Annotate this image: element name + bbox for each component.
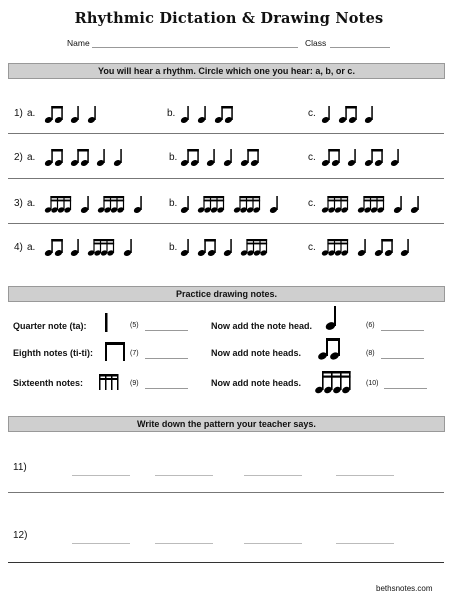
eighth-notes-label: Eighth notes (ti-ti):	[13, 348, 93, 358]
question-number: 1)	[14, 108, 23, 119]
blank-number: (7)	[130, 350, 139, 357]
option-letter[interactable]: a.	[27, 198, 36, 209]
option-letter[interactable]: b.	[167, 108, 176, 119]
sixteenth-note-group-icon	[314, 371, 351, 394]
option-letter[interactable]: b.	[169, 152, 178, 163]
item-number-11: 11)	[13, 462, 27, 473]
class-label: Class	[305, 38, 327, 48]
sixteenth-notes-label: Sixteenth notes:	[13, 378, 84, 388]
divider	[8, 492, 444, 493]
eighth-note-pair-icon	[317, 338, 340, 361]
sixteenth-stems-icon	[99, 374, 119, 390]
name-label: Name	[67, 38, 90, 48]
answer-blank[interactable]	[244, 543, 302, 544]
answer-blank[interactable]	[155, 543, 213, 544]
quarter-note-label: Quarter note (ta):	[13, 321, 87, 331]
quarter-note-icon	[324, 306, 336, 331]
section1-header: You will hear a rhythm. Circle which one you hear: a, b, or c.	[8, 63, 445, 79]
question-number: 4)	[14, 242, 23, 253]
blank-number: (9)	[130, 380, 139, 387]
option-letter[interactable]: c.	[308, 242, 316, 253]
section2-header: Practice drawing notes.	[8, 286, 445, 302]
option-letter[interactable]: c.	[308, 198, 316, 209]
blank-number: (6)	[366, 322, 375, 329]
eighth-stems-icon	[105, 342, 125, 361]
question-number: 2)	[14, 152, 23, 163]
answer-blank[interactable]	[336, 543, 394, 544]
footer-website: bethsnotes.com	[376, 584, 433, 593]
prompt-text: Now add note heads.	[211, 378, 302, 388]
divider	[8, 562, 444, 563]
quarter-stem-icon	[105, 313, 108, 332]
question-number: 3)	[14, 198, 23, 209]
option-letter[interactable]: b.	[169, 242, 178, 253]
answer-blank[interactable]	[336, 475, 394, 476]
item-number-12: 12)	[13, 530, 28, 541]
prompt-text: Now add note heads.	[211, 348, 302, 358]
section3-header: Write down the pattern your teacher says.	[8, 416, 445, 432]
prompt-text: Now add the note head.	[211, 321, 313, 331]
page-title: Rhythmic Dictation & Drawing Notes	[74, 10, 384, 27]
blank-number: (5)	[130, 322, 139, 329]
option-letter[interactable]: c.	[308, 108, 316, 119]
blank-number: (10)	[366, 380, 379, 387]
answer-blank[interactable]	[244, 475, 302, 476]
blank-number: (8)	[366, 350, 375, 357]
option-letter[interactable]: b.	[169, 198, 178, 209]
answer-blank[interactable]	[155, 475, 213, 476]
answer-blank[interactable]	[72, 475, 130, 476]
answer-blank[interactable]	[72, 543, 130, 544]
option-letter[interactable]: a.	[27, 152, 36, 163]
option-letter[interactable]: a.	[27, 108, 36, 119]
option-letter[interactable]: c.	[308, 152, 316, 163]
option-letter[interactable]: a.	[27, 242, 36, 253]
